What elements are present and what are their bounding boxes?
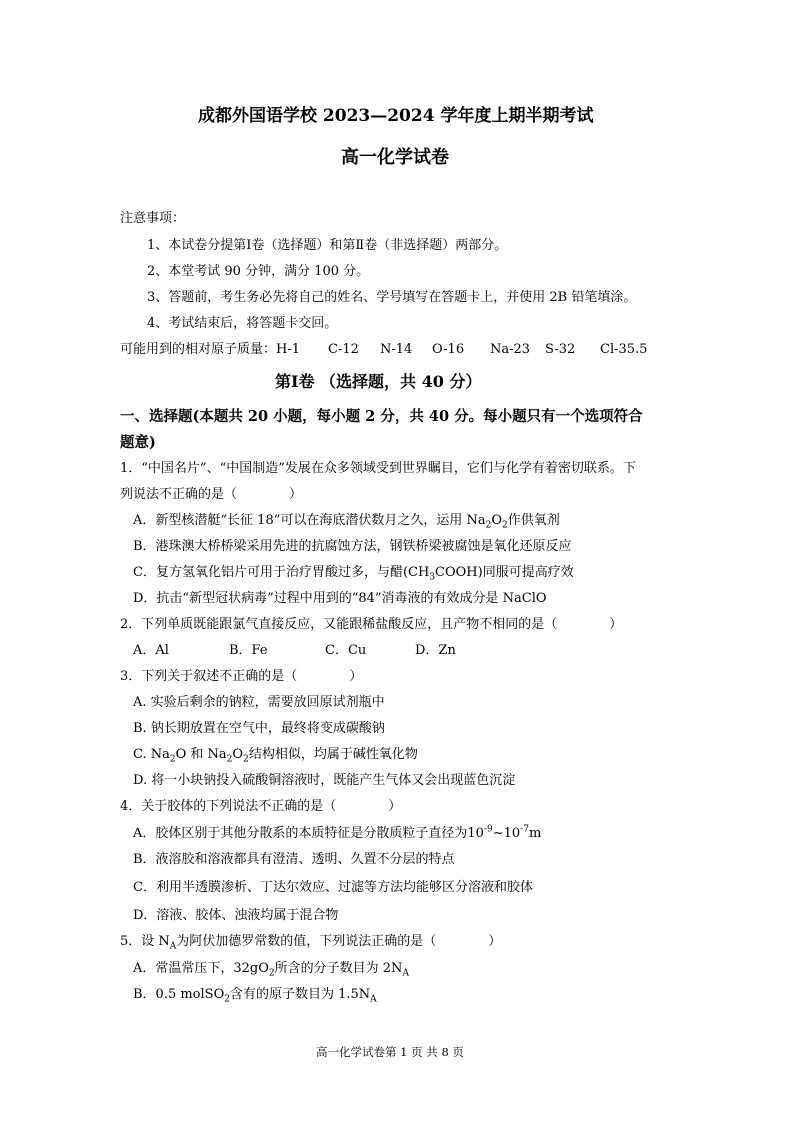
note-item: 2、本堂考试 90 分钟，满分 100 分。 [147, 264, 370, 279]
question-4-option-c: C．利用半透膜渗析、丁达尔效应、过滤等方法均能够区分溶液和胶体 [133, 880, 533, 895]
question-3-option-c: C. $Na_2O$ 和 $Na_2O_2$结构相似，均属于碱性氧化物 [133, 747, 418, 765]
atomic-mass-row [120, 341, 647, 359]
question-3-option-b: B. 钠长期放置在空气中，最终将变成碳酸钠 [133, 721, 385, 736]
atomic-mass: N-14 [380, 342, 413, 357]
question-2-stem: 2．下列单质既能跟氯气直接反应，又能跟稀盐酸反应，且产物不相同的是（ ） [120, 617, 623, 632]
question-5-stem: 5．设 $N_A$为阿伏加德罗常数的值，下列说法正确的是（ ） [120, 934, 502, 952]
question-4-option-d: D．溶液、胶体、浊液均属于混合物 [133, 908, 339, 923]
atomic-mass: S-32 [545, 342, 576, 357]
section-heading: 一、选择题(本题共 20 小题，每小题 2 分，共 40 分。每小题只有一个选项符合 [120, 408, 643, 425]
atomic-mass: Cl-35.5 [600, 342, 648, 357]
question-1-option-a: A．新型核潜艇“长征 18”可以在海底潜伏数月之久，运用 $Na_2O_2$作供氧剂 [133, 513, 560, 531]
question-4-stem: 4．关于胶体的下列说法不正确的是（ ） [120, 799, 402, 814]
section-heading-cont: 题意) [120, 434, 156, 451]
question-1-stem-cont: 列说法不正确的是（ ） [120, 487, 303, 502]
question-5-option-a: A．常温常压下，$32gO_2$所含的分子数目为 $2N_A$ [133, 961, 409, 979]
question-2-option-d: D．Zn [415, 643, 456, 658]
page-footer: 高一化学试卷第 1 页 共 8 页 [316, 1045, 464, 1059]
atomic-mass-label: 可能用到的相对原子质量： [120, 342, 277, 357]
exam-title: 成都外国语学校 2023—2024 学年度上期半期考试 [198, 106, 594, 126]
part1-title: 第Ⅰ卷 （选择题，共 40 分） [275, 372, 482, 391]
question-2-option-a: A．Al [133, 643, 169, 658]
question-4-option-b: B．液溶胶和溶液都具有澄清、透明、久置不分层的特点 [133, 852, 455, 867]
notes-heading: 注意事项： [120, 211, 186, 226]
atomic-mass: H-1 [276, 342, 301, 357]
question-1-stem: 1．“中国名片”、“中国制造”发展在众多领域受到世界瞩目，它们与化学有着密切联系。下 [120, 461, 636, 476]
atomic-mass: Na-23 [490, 342, 531, 357]
note-item: 1、本试卷分提第Ⅰ卷（选择题）和第Ⅱ卷（非选择题）两部分。 [147, 238, 508, 253]
note-item: 3、答题前，考生务必先将自己的姓名、学号填写在答题卡上，并使用 2B 铅笔填涂。 [147, 290, 637, 305]
exam-subtitle: 高一化学试卷 [341, 147, 449, 168]
question-3-stem: 3．下列关于叙述不正确的是（ ） [120, 669, 363, 684]
question-2-options [133, 642, 456, 660]
question-3-option-d: D. 将一小块钠投入硫酸铜溶液时，既能产生气体又会出现蓝色沉淀 [133, 773, 516, 788]
question-1-option-d: D．抗击“新型冠状病毒”过程中用到的“84”消毒液的有效成分是 NaClO [133, 591, 547, 606]
question-3-option-a: A. 实验后剩余的钠粒，需要放回原试剂瓶中 [133, 695, 385, 710]
question-2-option-c: C．Cu [325, 643, 367, 658]
question-4-option-a: A．胶体区别于其他分散系的本质特征是分散质粒子直径为$10^{-9}\sim 10^{-7}m$ [133, 824, 542, 841]
note-item: 4、考试结束后，将答题卡交回。 [147, 316, 338, 331]
question-2-option-b: B．Fe [229, 643, 268, 658]
question-5-option-b: B．0.5 molSO$_2$含有的原子数目为 $1.5N_A$ [133, 987, 377, 1005]
atomic-mass: C-12 [328, 342, 359, 357]
question-1-option-b: B．港珠澳大桥桥梁采用先进的抗腐蚀方法，钢铁桥梁被腐蚀是氧化还原反应 [133, 539, 572, 554]
atomic-mass: O-16 [432, 342, 465, 357]
question-1-option-c: C．复方氢氧化铝片可用于治疗胃酸过多，与醋$(CH_3COOH)$同服可提高疗效 [133, 565, 574, 583]
